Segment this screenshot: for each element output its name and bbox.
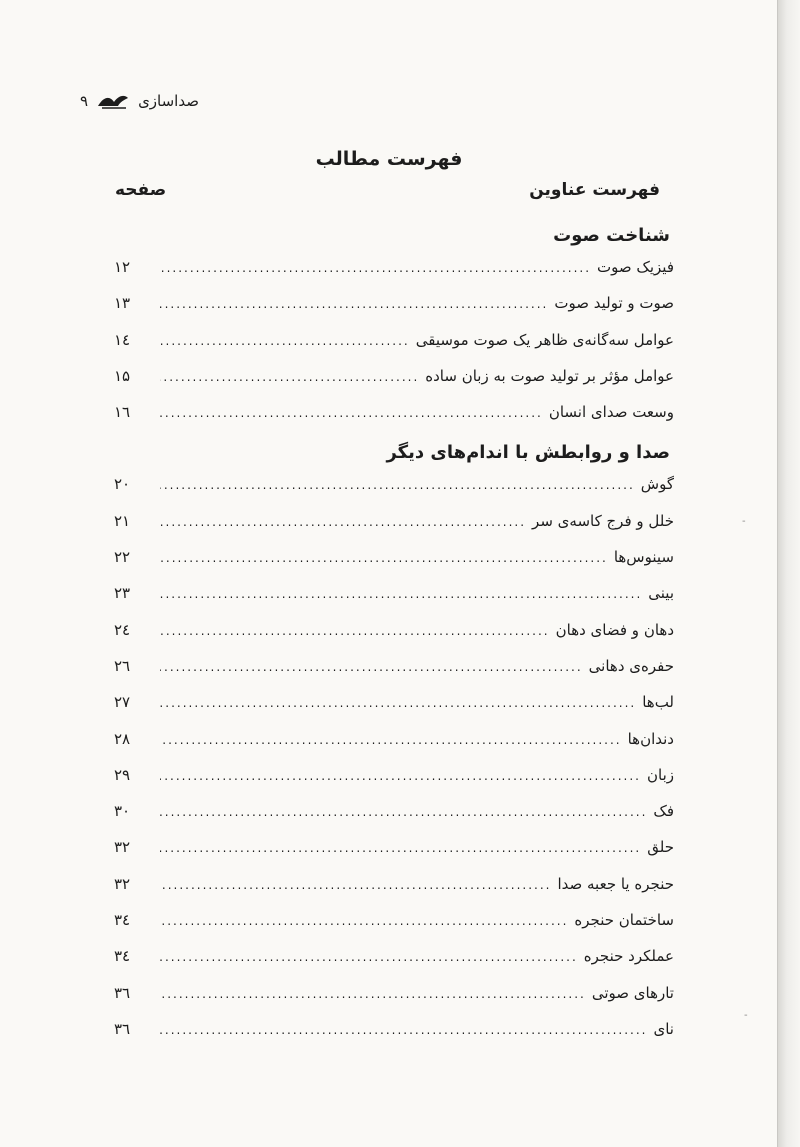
- toc-entry[interactable]: [0, 762, 778, 798]
- toc-entry-page: ۲۹: [114, 765, 131, 784]
- toc-entry[interactable]: [0, 399, 778, 435]
- toc-entry-title: حنجره یا جعبه صدا: [557, 874, 674, 893]
- toc-entry-title: نای: [653, 1019, 674, 1038]
- toc-entry-title: لب‌ها: [642, 693, 674, 712]
- toc-entry[interactable]: [0, 363, 778, 399]
- toc-entry[interactable]: [0, 980, 778, 1016]
- bird-logo-icon: [96, 92, 130, 110]
- toc-entry[interactable]: [0, 726, 778, 762]
- toc-entry-page: ۳۰: [114, 802, 131, 821]
- dot-leader: [160, 841, 641, 855]
- toc-entry-page: ۳٤: [114, 911, 131, 930]
- toc-entry[interactable]: [0, 508, 778, 544]
- dot-leader: [160, 914, 568, 928]
- toc-entry-title: زبان: [646, 765, 674, 784]
- dot-leader: [160, 660, 583, 674]
- toc-entry[interactable]: [0, 943, 778, 979]
- dot-leader: [160, 515, 526, 529]
- toc-entry[interactable]: [0, 689, 778, 725]
- toc-entry-title: فیزیک صوت: [597, 258, 674, 276]
- dot-leader: [160, 478, 635, 492]
- scan-mark: -: [742, 516, 746, 527]
- toc-entry[interactable]: [0, 580, 778, 616]
- toc-entry-page: ۲۰: [114, 475, 131, 494]
- toc-entry-title: دندان‌ها: [627, 729, 674, 748]
- dot-leader: [160, 406, 543, 420]
- dot-leader: [160, 551, 608, 565]
- toc-entry[interactable]: [0, 871, 778, 907]
- dot-leader: [160, 987, 586, 1001]
- page-number: ۹: [80, 92, 89, 110]
- page-title: فهرست مطالب: [315, 148, 463, 170]
- section-heading: شناخت صوت: [553, 225, 670, 246]
- toc-entry-title: سینوس‌ها: [613, 548, 674, 567]
- dot-leader: [160, 733, 622, 747]
- column-header-titles: فهرست عناوین: [529, 180, 660, 200]
- toc-entry-page: ۳٤: [114, 947, 131, 966]
- toc-entry-title: حلق: [647, 838, 674, 857]
- toc-entry[interactable]: [0, 798, 778, 834]
- toc-entry-title: ساختمان حنجره: [574, 911, 674, 930]
- toc-entry-title: عوامل مؤثر بر تولید صوت به زبان ساده: [425, 366, 674, 385]
- running-head: [80, 92, 199, 110]
- dot-leader: [160, 624, 550, 638]
- dot-leader: [160, 950, 578, 964]
- toc-entry[interactable]: [0, 254, 778, 290]
- dot-leader: [160, 769, 641, 783]
- toc-entry[interactable]: [0, 834, 778, 870]
- toc-entry-title: تارهای صوتی: [591, 983, 674, 1002]
- toc-entry[interactable]: [0, 617, 778, 653]
- toc-entry-page: ۲۲: [114, 548, 131, 567]
- toc-entry[interactable]: [0, 471, 778, 507]
- toc-entry-title: صوت و تولید صوت: [554, 294, 674, 313]
- dot-leader: [160, 370, 419, 384]
- toc-entry-title: گوش: [640, 475, 674, 494]
- dot-leader: [160, 261, 591, 275]
- dot-leader: [160, 696, 636, 710]
- toc-entry[interactable]: [0, 907, 778, 943]
- toc-entry[interactable]: [0, 290, 778, 326]
- toc-entry-page: ۳٦: [114, 1019, 131, 1038]
- toc-entry-title: حفره‌ی دهانی: [588, 656, 674, 675]
- toc-entry[interactable]: [0, 1016, 778, 1052]
- toc-entry-title: دهان و فضای دهان: [555, 620, 674, 639]
- dot-leader: [160, 878, 551, 892]
- page-gutter: [777, 0, 800, 1147]
- column-header-page: صفحه: [115, 180, 167, 200]
- toc-entry-page: ۱۵: [114, 366, 131, 385]
- toc-entry-page: ۱٦: [114, 403, 131, 422]
- dot-leader: [160, 297, 548, 311]
- toc-entry-page: ۲۳: [114, 584, 131, 603]
- section-heading: صدا و روابطش با اندام‌های دیگر: [386, 442, 670, 464]
- dot-leader: [160, 1023, 648, 1037]
- toc-entries: [0, 218, 778, 1052]
- scan-mark: -: [744, 1010, 748, 1021]
- toc-entry-page: ۲٦: [114, 656, 131, 675]
- toc-entry-page: ۳٦: [114, 983, 131, 1002]
- toc-entry-title: عوامل سه‌گانه‌ی ظاهر یک صوت موسیقی: [415, 330, 674, 349]
- toc-entry-title: وسعت صدای انسان: [548, 403, 674, 422]
- toc-entry-title: بینی: [648, 584, 674, 603]
- toc-entry-title: فک: [653, 802, 674, 821]
- dot-leader: [160, 805, 647, 819]
- toc-entry-page: ۳۲: [114, 838, 131, 857]
- toc-entry[interactable]: [0, 544, 778, 580]
- toc-entry-title: عملکرد حنجره: [583, 947, 674, 966]
- toc-entry-title: خلل و فرج کاسه‌ی سر: [532, 511, 674, 530]
- toc-entry-page: ۱٤: [114, 330, 131, 349]
- toc-entry-page: ۲۷: [114, 693, 131, 712]
- book-title: صداسازی: [138, 92, 199, 110]
- toc-entry-page: ۱۳: [114, 294, 131, 313]
- dot-leader: [160, 334, 410, 348]
- toc-entry-page: ۲۸: [114, 729, 131, 748]
- toc-entry-page: ۳۲: [114, 874, 131, 893]
- toc-entry-page: ۲۱: [114, 511, 131, 530]
- dot-leader: [160, 587, 642, 601]
- toc-entry[interactable]: [0, 327, 778, 363]
- toc-entry[interactable]: [0, 653, 778, 689]
- toc-entry-page: ۱۲: [114, 258, 131, 276]
- toc-entry-page: ۲٤: [114, 620, 131, 639]
